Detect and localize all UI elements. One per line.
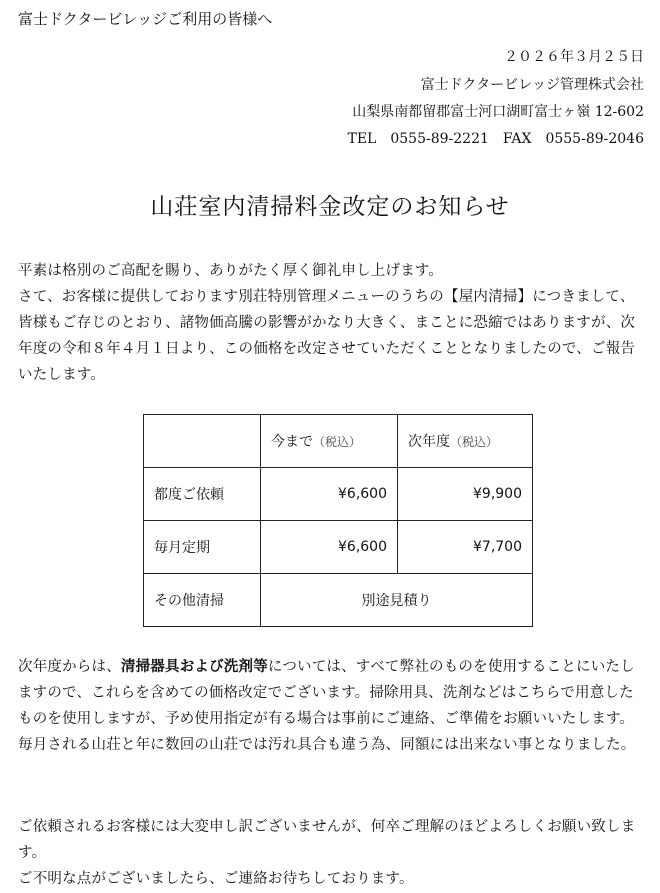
price-table <box>143 414 533 627</box>
other-price: 別途見積り <box>261 574 533 627</box>
contact-paragraph: ご不明な点がございましたら、ご連絡お待ちしております。 <box>18 871 414 887</box>
intro-greeting: 平素は格別のご高配を賜り、ありがたく厚く御礼申し上げます。 <box>18 263 444 279</box>
issue-date: ２０２６年３月２５日 <box>504 49 644 65</box>
company-contact: TEL 0555-89-2221 FAX 0555-89-2046 <box>347 131 644 147</box>
company-name: 富士ドクタービレッジ管理株式会社 <box>420 77 644 93</box>
intro-section <box>18 258 644 388</box>
current-price-header: 今まで（税込） <box>261 415 398 468</box>
intro-text-pre: さて、お客様に提供しております別荘特別管理メニューのうちの <box>18 289 445 305</box>
cleaning-supplies-emphasis: 清掃器具および洗剤等 <box>120 658 268 675</box>
next-price: ¥9,900 <box>398 468 533 521</box>
page-title: 山荘室内清掃料金改定のお知らせ <box>150 194 510 220</box>
table-row <box>144 468 533 521</box>
table-corner-cell <box>144 415 261 468</box>
row-label: 毎月定期 <box>144 521 261 574</box>
intro-paragraph <box>18 284 644 388</box>
company-address: 山梨県南都留郡富士河口湖町富士ヶ嶺 12-602 <box>352 104 644 120</box>
policy-paragraph: 次年度からは、清掃器具および洗剤等については、すべて弊社のものを使用することにいたしますので、これらを含めての価格改定でございます。掃除用具、洗剤などはこちらで用意したものを使用しますが、予め使用指定が有る場合は事前にご連絡、ご準備をお願いいたします。毎月される山荘と年に数回の山荘では汚れ具合も違う為、同額には出来ない事となりました。 <box>18 658 636 753</box>
closing-section <box>18 814 644 892</box>
row-label: その他清掃 <box>144 574 261 627</box>
row-label: 都度ご依頼 <box>144 468 261 521</box>
table-header-row <box>144 415 533 468</box>
table-row <box>144 521 533 574</box>
next-price: ¥7,700 <box>398 521 533 574</box>
greeting: 富士ドクタービレッジご利用の皆様へ <box>18 10 273 28</box>
intro-text-post: につきまして、皆様もご存じのとおり、諸物価高騰の影響がかなり大きく、まことに恐縮ではありますが、次年度の令和８年４月１日より、この価格を改定させていただくこととなりましたので、ご報告いたします。 <box>18 289 636 383</box>
current-price: ¥6,600 <box>261 521 398 574</box>
next-price-header: 次年度（税込） <box>398 415 533 468</box>
service-highlight: 【屋内清掃】 <box>444 289 533 305</box>
apology-paragraph: ご依頼されるお客様には大変申し訳ございませんが、何卒ご理解のほどよろしくお願い致します。 <box>18 819 636 861</box>
table-row <box>144 574 533 627</box>
current-price: ¥6,600 <box>261 468 398 521</box>
body-section <box>18 654 644 758</box>
